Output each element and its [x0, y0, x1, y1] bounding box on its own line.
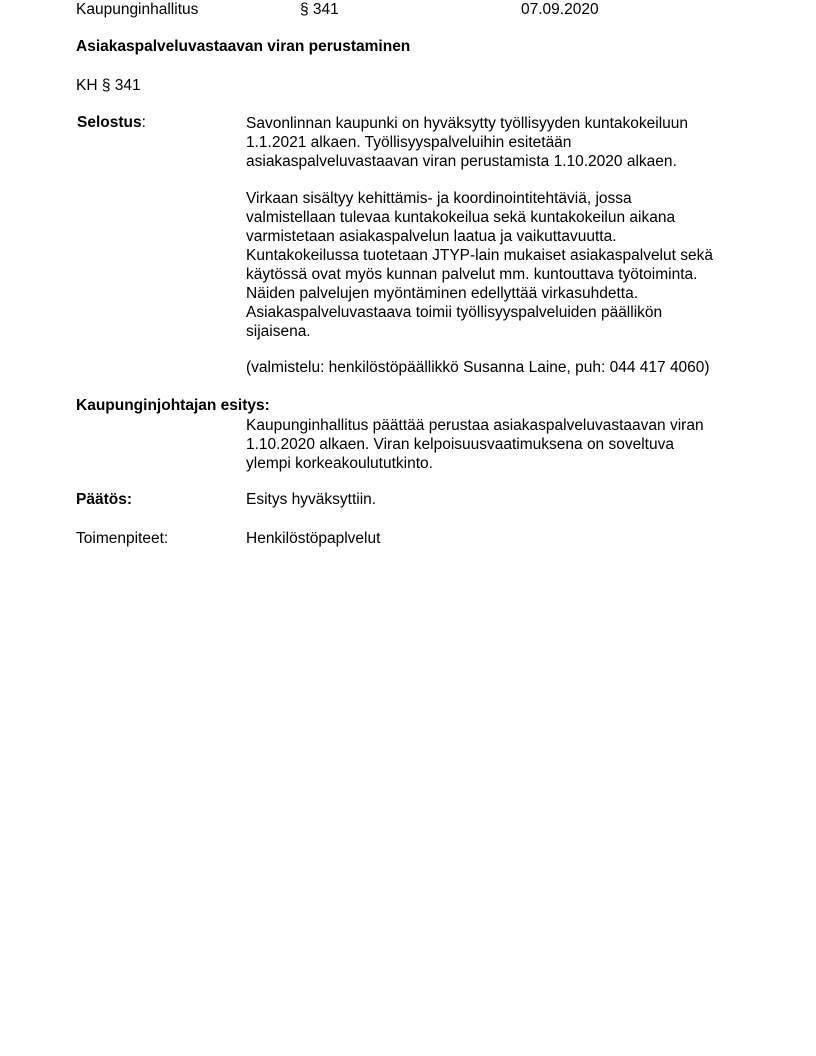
paragraph-line: Kuntakokeilussa tuotetaan JTYP-lain mukaiset asiakaspalvelut sekä [246, 247, 713, 264]
paragraph-line: valmistellaan tulevaa kuntakokeilua sekä kuntakokeilun aikana [246, 209, 676, 226]
toimenpiteet-value: Henkilöstöpaplvelut [246, 530, 381, 547]
paragraph-line: 1.10.2020 alkaen. Viran kelpoisuusvaatimuksena on soveltuva [246, 436, 674, 453]
selostus-label-text: Selostus [77, 114, 142, 131]
selostus-paragraph-2 [246, 189, 746, 341]
paragraph-line: Näiden palvelujen myöntäminen edellyttää virkasuhdetta. [246, 285, 639, 302]
paatos-label: Päätös: [76, 491, 132, 508]
selostus-paragraph-1 [246, 114, 746, 171]
paragraph-line: Asiakaspalveluvastaava toimii työllisyyspalveluiden päällikön [246, 304, 663, 321]
document-reference: KH § 341 [76, 77, 141, 94]
paragraph-line: Virkaan sisältyy kehittämis- ja koordinointitehtäviä, jossa [246, 190, 632, 207]
paragraph-line: varmistetaan asiakaspalvelun laatua ja vaikuttavuutta. [246, 228, 617, 245]
paragraph-line: sijaisena. [246, 323, 311, 340]
selostus-label [77, 114, 146, 132]
esitys-label: Kaupunginjohtajan esitys: [76, 397, 270, 414]
document-title: Asiakaspalveluvastaavan viran perustaminen [76, 38, 411, 55]
toimenpiteet-label: Toimenpiteet: [76, 530, 169, 547]
paragraph-line: 1.1.2021 alkaen. Työllisyyspalveluihin esitetään [246, 134, 572, 151]
selostus-label-colon: : [141, 114, 146, 131]
paragraph-line: käytössä ovat myös kunnan palvelut mm. kuntouttava työtoiminta. [246, 266, 698, 283]
paragraph-line: ylempi korkeakoulututkinto. [246, 455, 433, 472]
paragraph-line: asiakaspalveluvastaavan viran perustamista 1.10.2020 alkaen. [246, 153, 677, 170]
paatos-value: Esitys hyväksyttiin. [246, 491, 377, 508]
paragraph-line: Kaupunginhallitus päättää perustaa asiakaspalveluvastaavan viran [246, 417, 704, 434]
esitys-paragraph [246, 416, 746, 473]
header-body-name: Kaupunginhallitus [76, 1, 199, 18]
header-section-number: § 341 [300, 1, 339, 18]
header-date: 07.09.2020 [521, 1, 599, 18]
paragraph-line: Savonlinnan kaupunki on hyväksytty työllisyyden kuntakokeiluun [246, 115, 689, 132]
preparer-note: (valmistelu: henkilöstöpäällikkö Susanna Laine, puh: 044 417 4060) [246, 359, 710, 376]
